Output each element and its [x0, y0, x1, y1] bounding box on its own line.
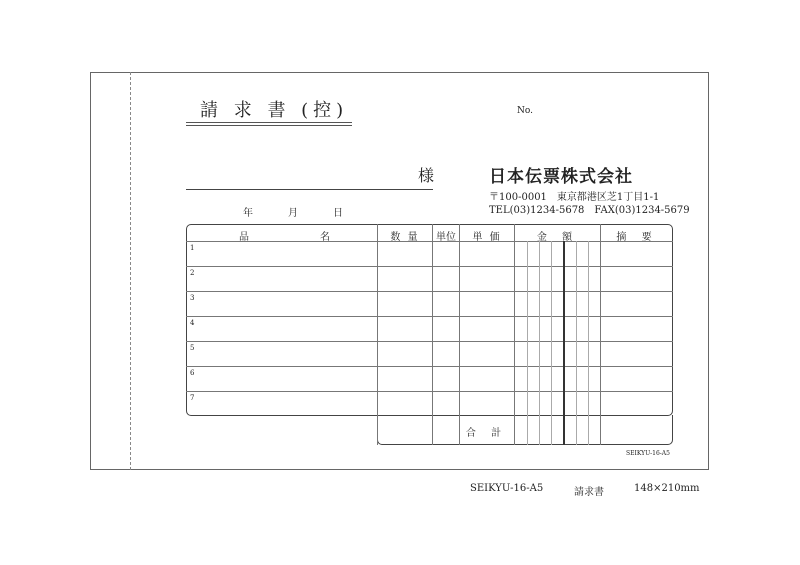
- row-number: 2: [190, 269, 195, 277]
- amount-digit-divider: [527, 241, 528, 445]
- header-item-name-2: 名: [320, 232, 332, 243]
- perforation-line: [130, 72, 131, 470]
- title-underline: [186, 122, 352, 123]
- row-number: 3: [190, 294, 195, 302]
- footer-form-code: SEIKYU-16-A5: [470, 483, 544, 494]
- row-number: 7: [190, 394, 195, 402]
- issuer-address: 〒100-0001 東京都港区芝1丁目1-1: [489, 192, 660, 203]
- recipient-name-line: [186, 189, 433, 190]
- total-row-box: [377, 415, 673, 445]
- amount-digit-divider: [539, 241, 540, 445]
- row-number: 5: [190, 344, 195, 352]
- amount-digit-divider: [588, 241, 589, 445]
- row-number: 4: [190, 319, 195, 327]
- column-divider-quantity: [377, 224, 378, 445]
- form-code-small: SEIKYU-16-A5: [626, 450, 670, 457]
- total-label: 合 計: [465, 428, 508, 439]
- amount-digit-divider: [551, 241, 552, 445]
- amount-thousands-divider: [563, 241, 565, 445]
- footer-form-size: 148×210mm: [634, 483, 700, 494]
- header-remarks: 摘 要: [616, 232, 658, 243]
- date-month-label: 月: [288, 208, 298, 219]
- number-label: No.: [517, 106, 533, 116]
- row-number: 6: [190, 369, 195, 377]
- header-amount: 金 額: [536, 232, 579, 243]
- row-number: 1: [190, 244, 195, 252]
- column-divider-price: [459, 224, 460, 445]
- amount-digit-divider: [576, 241, 577, 445]
- issuer-phone-fax: TEL(03)1234-5678 FAX(03)1234-5679: [489, 205, 690, 216]
- title-underline-double: [186, 125, 352, 126]
- header-unit: 単位: [436, 232, 456, 243]
- header-quantity: 数 量: [390, 232, 420, 243]
- header-item-name-1: 品: [239, 232, 251, 243]
- form-title: 請 求 書 (控): [200, 100, 349, 121]
- column-divider-remarks: [600, 224, 601, 445]
- column-divider-amount: [514, 224, 515, 445]
- footer-form-name: 請求書: [574, 487, 604, 498]
- date-day-label: 日: [333, 208, 343, 219]
- issuer-company-name: 日本伝票株式会社: [489, 167, 633, 187]
- header-unit-price: 単 価: [472, 232, 502, 243]
- recipient-honorific: 様: [418, 166, 435, 185]
- date-year-label: 年: [243, 208, 253, 219]
- column-divider-unit: [432, 224, 433, 445]
